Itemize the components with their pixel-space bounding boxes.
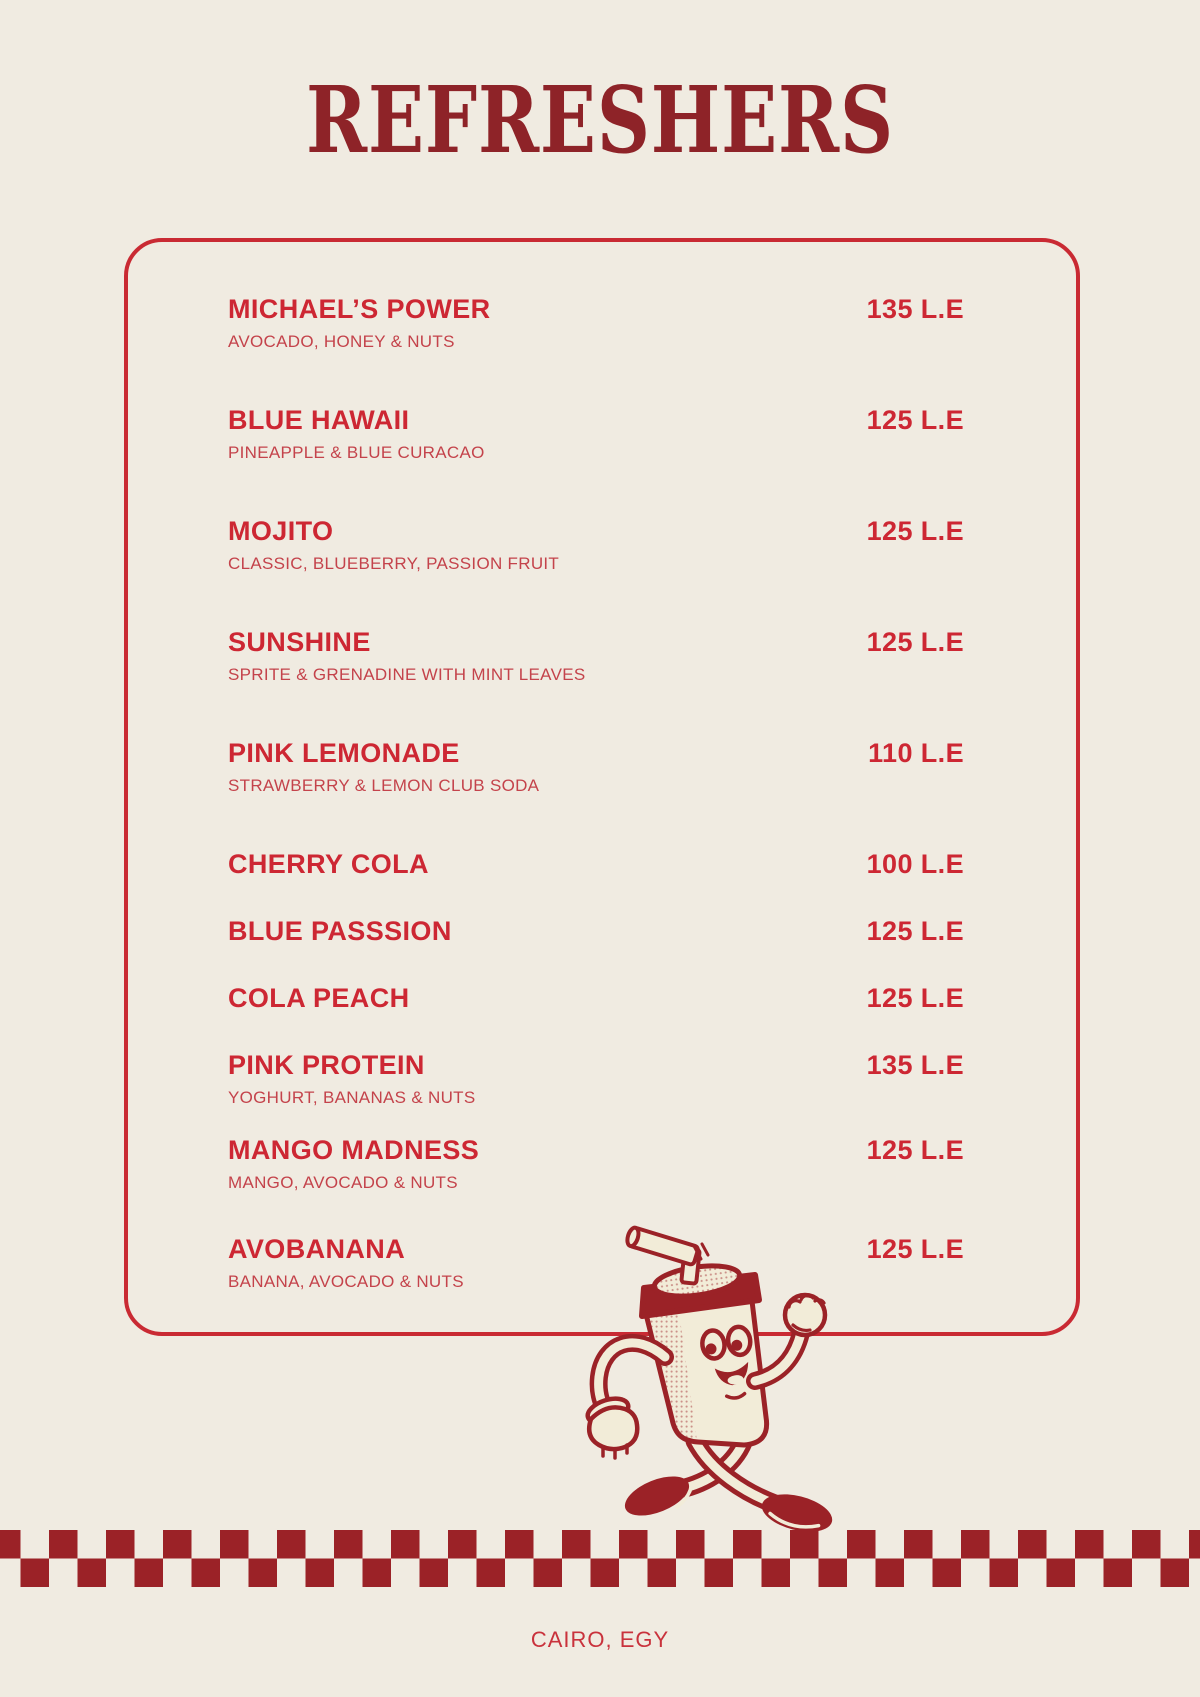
menu-item-list xyxy=(128,242,1076,1290)
menu-item xyxy=(228,1137,964,1191)
item-desc: AVOCADO, HONEY & NUTS xyxy=(228,332,455,351)
item-name: PINK PROTEIN xyxy=(228,1050,425,1080)
item-name: CHERRY COLA xyxy=(228,849,429,879)
item-name: SUNSHINE xyxy=(228,627,371,657)
item-price: 135 L.E xyxy=(866,1050,964,1080)
left-shoe xyxy=(619,1468,694,1523)
item-desc: PINEAPPLE & BLUE CURACAO xyxy=(228,443,485,462)
menu-item xyxy=(228,296,964,350)
mascot-glove xyxy=(585,1394,638,1458)
item-desc: YOGHURT, BANANAS & NUTS xyxy=(228,1088,476,1107)
footer-location: CAIRO, EGY xyxy=(530,1627,670,1652)
item-price: 125 L.E xyxy=(866,627,964,657)
item-price: 125 L.E xyxy=(866,983,964,1013)
menu-item xyxy=(228,740,964,794)
item-name: BLUE PASSSION xyxy=(228,916,452,946)
item-name: MANGO MADNESS xyxy=(228,1135,480,1165)
item-price: 110 L.E xyxy=(868,738,964,768)
item-desc: STRAWBERRY & LEMON CLUB SODA xyxy=(228,776,540,795)
item-price: 125 L.E xyxy=(866,1234,964,1264)
checkerboard-border xyxy=(0,1530,1200,1587)
menu-item xyxy=(228,985,964,1012)
item-name: MICHAEL’S POWER xyxy=(228,294,491,324)
item-name: COLA PEACH xyxy=(228,983,410,1013)
item-desc: MANGO, AVOCADO & NUTS xyxy=(228,1173,458,1192)
item-price: 135 L.E xyxy=(866,294,964,324)
menu-item xyxy=(228,1052,964,1106)
item-price: 125 L.E xyxy=(866,405,964,435)
item-desc: BANANA, AVOCADO & NUTS xyxy=(228,1272,464,1291)
item-price: 125 L.E xyxy=(866,916,964,946)
item-price: 125 L.E xyxy=(866,516,964,546)
menu-item xyxy=(228,407,964,461)
item-name: MOJITO xyxy=(228,516,334,546)
item-name: AVOBANANA xyxy=(228,1234,406,1264)
menu-item xyxy=(228,629,964,683)
menu-item xyxy=(228,518,964,572)
menu-item xyxy=(228,851,964,878)
menu-item xyxy=(228,918,964,945)
item-price: 100 L.E xyxy=(866,849,964,879)
menu-card xyxy=(124,238,1080,1336)
mascot-fist xyxy=(785,1295,825,1335)
item-name: PINK LEMONADE xyxy=(228,738,460,768)
running-soda-cup-mascot xyxy=(545,1215,845,1535)
item-desc: CLASSIC, BLUEBERRY, PASSION FRUIT xyxy=(228,554,560,573)
item-name: BLUE HAWAII xyxy=(228,405,410,435)
item-price: 125 L.E xyxy=(866,1135,964,1165)
item-desc: SPRITE & GRENADINE WITH MINT LEAVES xyxy=(228,665,586,684)
page-title: REFRESHERS xyxy=(306,66,894,174)
